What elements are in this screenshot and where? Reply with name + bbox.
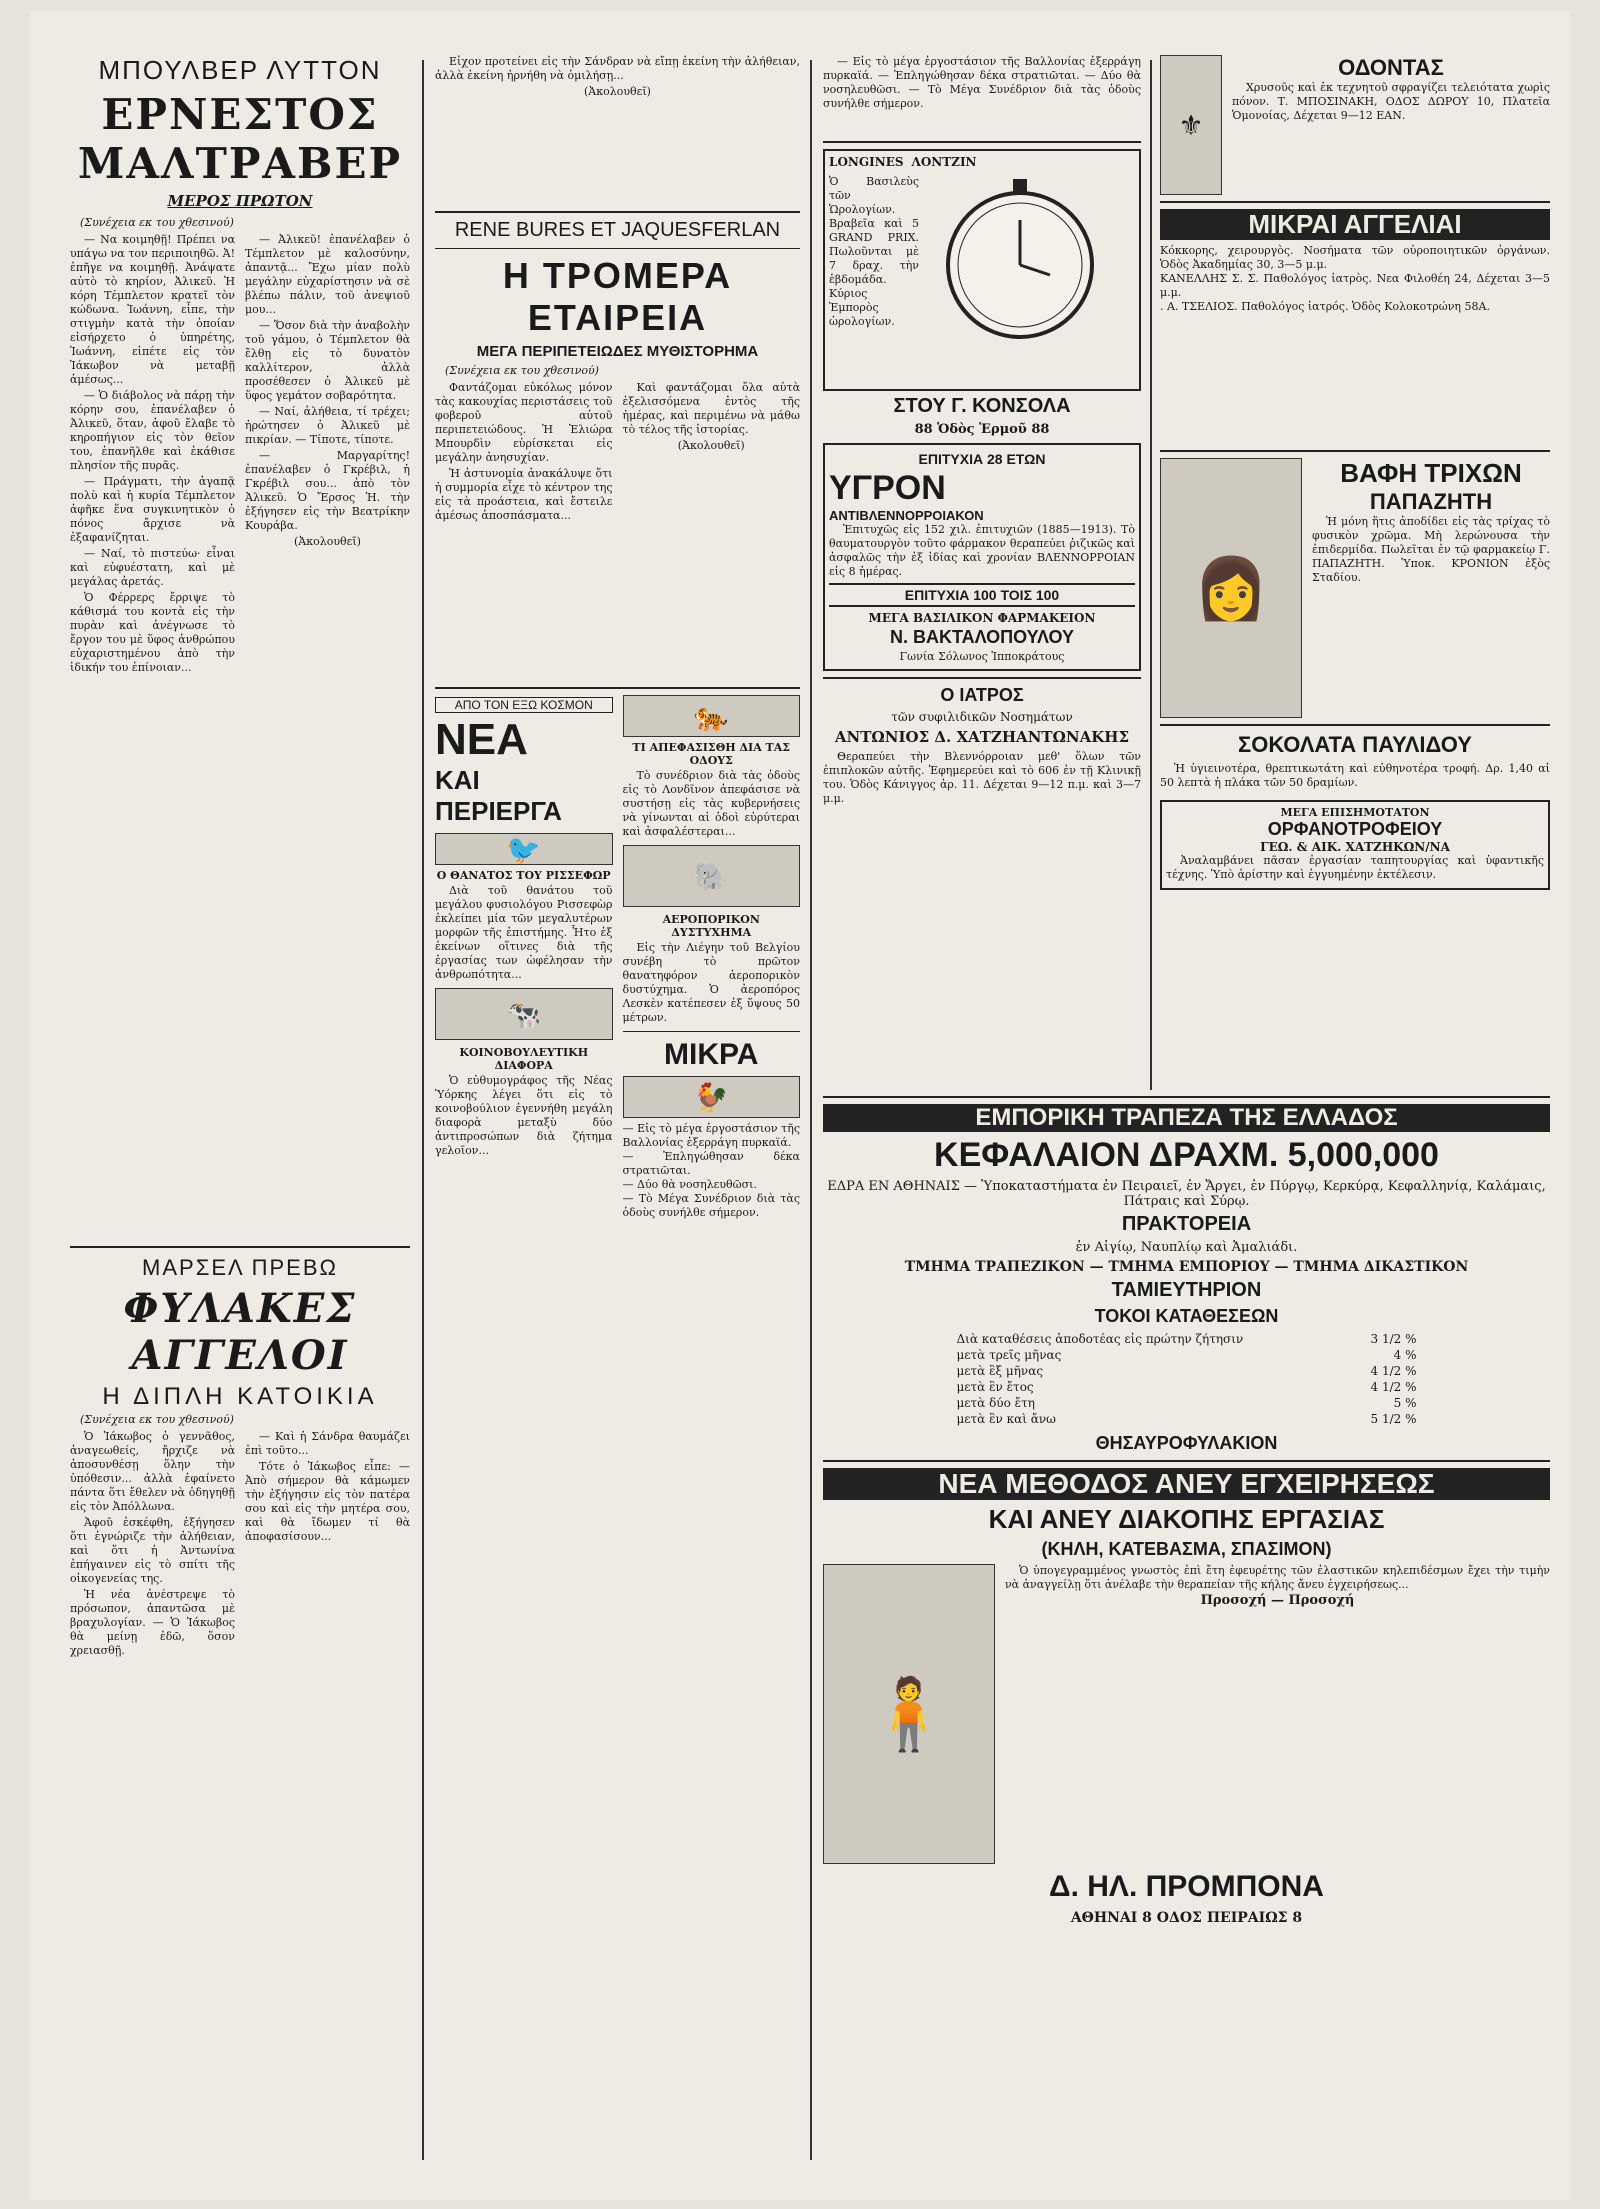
news-headline: ΑΕΡΟΠΟΡΙΚΟΝ ΔΥΣΤΥΧΗΜΑ: [662, 913, 760, 939]
watch-address: 88 Ὁδὸς Ἑρμοῦ 88: [914, 422, 1050, 437]
watch-shop: ΣΤΟΥ Γ. ΚΟΝΣΟΛΑ: [893, 395, 1071, 417]
news-text: Ὁ εὐθυμογράφος τῆς Νέας Ὑόρκης λέγει ὅτι εἰς τὸ κοινοβούλιον ἐγεννήθη μεγάλη διαφορὰ μεταξὺ δύο ἀντιπροσώπων διὰ ζήτημα γελοῖον...: [435, 1074, 613, 1157]
serial-subtitle: Η ΔΙΠΛΗ ΚΑΤΟΙΚΙΑ: [102, 1383, 378, 1410]
novel-paragraph: Ἡ ἀστυνομία ἀνακάλυψε ὅτι ἡ συμμορία εἶχε τὸ κέντρον της εἰς τὰ προάστεια, καὶ ἔστειλε ἀμέσως ἀποσπάσματα...: [435, 467, 613, 522]
serial-paragraph: — Καὶ ἡ Σάνδρα θαυμάζει ἐπὶ τοῦτο...: [245, 1430, 410, 1457]
serial-paragraph: — Μαργαρίτης! ἐπανέλαβεν ὁ Γκρέβιλ, ἡ Γκρέβιλ σου... ἀπὸ τὸν Ἀλικεῦ. Ὁ Ἔρσος Ἠ. τὴν ἐξήγησεν εἰς τὴν Βεατρίκην Κουράβα.: [245, 449, 410, 532]
interest-rate: 4 %: [1393, 1348, 1417, 1362]
section-rule: [823, 141, 1141, 143]
serial-continued: (Συνέχεια εκ του χθεσινού): [80, 216, 234, 229]
misc-text: — Εἰς τὸ μέγα ἐργοστάσιον τῆς Βαλλονίας ἐξερράγη πυρκαϊά. — Ἐπληγώθησαν δέκα στρατιῶται. — Δύο θὰ νοσηλευθῶσι. — Τὸ Μέγα Συνέδριον διὰ τὰς ὁδοὺς συνήλθε σήμερον.: [622, 1122, 800, 1219]
serial-paragraph: Ὁ Ἰάκωβος ὁ γεννᾶθος, ἀναγεωθείς, ἤρχιζε νὰ ἀποσυνθέσῃ ὅλην τὴν ὑπόθεσιν... ἀλλὰ ἐφαίνετο πάντα ὅτι ἔθελεν νὰ ὁδηγηθῇ εἰς τὸν Ἀπόλλωνα.: [70, 1430, 235, 1513]
bank-interest-title: ΤΟΚΟΙ ΚΑΤΑΘΕΣΕΩΝ: [1094, 1306, 1279, 1326]
classifieds-title: ΜΙΚΡΑΙ ΑΓΓΕΛΙΑΙ: [1160, 209, 1550, 240]
novel-text: [435, 381, 800, 681]
orphanage-title: ΜΕΓΑ ΕΠΙΣΗΜΟΤΑΤΟΝ: [1280, 806, 1430, 819]
dentist-title: ΟΔΟΝΤΑΣ: [1338, 55, 1444, 80]
interest-rate: 3 1/2 %: [1370, 1332, 1417, 1346]
interest-term: μετὰ ἓξ μῆνας: [956, 1364, 1044, 1378]
interest-rate: 4 1/2 %: [1370, 1364, 1417, 1378]
section-rule: [435, 687, 800, 689]
section-rule: [435, 211, 800, 213]
section-rule: [1160, 201, 1550, 203]
news-title-b: ΚΑΙ ΠΕΡΙΕΡΓΑ: [435, 765, 562, 826]
watch-brand: ΛΟΝΤΖΙΝ: [911, 155, 977, 169]
novel-paragraph: Καὶ φαντάζομαι ὅλα αὐτὰ ἐξελισσόμενα ἐντὸς τῆς ἡμέρας, καὶ περιμένω νὰ μάθω τὸ τέλος τῆς ἱστορίας.: [622, 381, 800, 436]
serial-paragraph: — Ναί, τὸ πιστεύω· εἶναι καὶ εὐφυέστατη, καὶ μὲ μεγάλας ἀρετάς.: [70, 547, 235, 588]
novel-title: Η ΤΡΟΜΕΡΑ ΕΤΑΙΡΕΙΑ: [502, 255, 733, 338]
serial-paragraph: Ὁ Φέρρερς ἔρριψε τὸ κάθισμά του κοντὰ εἰς τὴν πυρὰν καὶ ἀνέγνωσε τὸ ἔργον του μὲ ὕφος ἀνθρώπου εὐχαριστημένου ἀπὸ τὴν ἰδικήν του ἐπίνοιαν...: [70, 591, 235, 674]
orphanage-owner: ΓΕΩ. & ΑΙΚ. ΧΑΤΖΗΚΩΝ/ΝΑ: [1260, 840, 1450, 854]
pharmacy-address: Γωνία Σόλωνος Ἱπποκράτους: [899, 650, 1065, 663]
bank-savings: ΤΑΜΙΕΥΤΗΡΙΟΝ: [1111, 1279, 1262, 1301]
orphanage-text: Ἀναλαμβάνει πᾶσαν ἐργασίαν ταπητουργίας καὶ ὑφαντικῆς τέχνης. Ὑπὸ ἀρίστην καὶ ἐγγυημένην ἐκτέλεσιν.: [1166, 854, 1544, 881]
pharmacy-ad: [823, 443, 1141, 671]
watch-text: Ὁ Βασιλεὺς τῶν Ὡρολογίων. Βραβεῖα καὶ 5 GRAND PRIX. Πωλοῦνται μὲ 7 δραχ. τὴν ἑβδομάδα. Κύριος Ἐμπορὸς ὡρολογίων.: [829, 175, 919, 328]
serial-title: ΕΡΝΕΣΤΟΣ ΜΑΛΤΡΑΒΕΡ: [77, 90, 403, 188]
pharmacy-shop: ΜΕΓΑ ΒΑΣΙΛΙΚΟΝ ΦΑΡΜΑΚΕΙΟΝ: [868, 611, 1096, 625]
news-headline: Ο ΘΑΝΑΤΟΣ ΤΟΥ ΡΙΣΣΕΦΩΡ: [436, 869, 611, 882]
novel-next: (Ἀκολουθεῖ): [584, 85, 651, 98]
woman-portrait-icon: 👩: [1160, 458, 1302, 718]
interest-term: μετὰ δύο ἔτη: [956, 1396, 1035, 1410]
serial-text: [70, 233, 410, 1133]
lower-ads: [823, 1090, 1550, 2170]
serial-title: ΦΥΛΑΚΕΣ ΑΓΓΕΛΟΙ: [123, 1285, 357, 1379]
method-title: ΝΕΑ ΜΕΘΟΔΟΣ ΑΝΕΥ ΕΓΧΕΙΡΗΣΕΩΣ: [823, 1468, 1550, 1500]
dentist-text: Χρυσοῦς καὶ ἐκ τεχνητοῦ σφραγίζει τελειότατα χωρὶς πόνον. Τ. ΜΠΟΣΙΝΑΚΗ, ΟΔΟΣ ΔΩΡΟΥ 10, Πλατεῖα Ὁμονοίας, Δέχεται 9—12 ΕΑΝ.: [1232, 81, 1550, 122]
method-conditions: (ΚΗΛΗ, ΚΑΤΕΒΑΣΜΑ, ΣΠΑΣΙΜΟΝ): [1041, 1539, 1332, 1559]
serial-paragraph: — Πράγματι, τὴν ἀγαπᾷ πολὺ καὶ ἡ κυρία Τέμπλετον ἀφῆκε ἕνα συγκινητικὸν ὁ πόνος ἄρχισε νὰ ἐξαφανίζηται.: [70, 475, 235, 544]
pharmacy-subtitle: ΑΝΤΙΒΛΕΝΝΟΡΡΟΙΑΚΟΝ: [829, 508, 984, 523]
hair-text: Ἡ μόνη ἥτις ἀποδίδει εἰς τὰς τρίχας τὸ φυσικὸν χρῶμα. Μὴ λερώνουσα τὴν ἐπιδερμίδα. Πωλεῖται ἐν τῷ φαρμακείῳ Γ. ΠΑΠΑΖΗΤΗ. Ὑποκ. ΚΡΟΝΙΟΝ ἐξὸς Σταδίου.: [1312, 515, 1550, 584]
bank-agencies-title: ΠΡΑΚΤΟΡΕΙΑ: [1121, 1213, 1252, 1235]
misc-title: ΜΙΚΡΑ: [664, 1038, 759, 1071]
serial-author: ΜΑΡΣΕΛ ΠΡΕΒΩ: [142, 1255, 338, 1280]
serial-next: (Ἀκολουθεῖ): [294, 535, 361, 548]
bank-departments: ΤΜΗΜΑ ΤΡΑΠΕΖΙΚΟΝ — ΤΜΗΜΑ ΕΜΠΟΡΙΟΥ — ΤΜΗΜΑ ΔΙΚΑΣΤΙΚΟΝ: [904, 1259, 1469, 1275]
watch-ad: [823, 149, 1141, 391]
serial-paragraph: — Ὅσον διὰ τὴν ἀναβολὴν τοῦ γάμου, ὁ Τέμπλετον θὰ ἔλθῃ εἰς τὸ δυνατὸν καλλίτερον, ἀλλὰ προσέθεσεν ὁ Ἀλικεῦ μὲ ὕφος γεμάτον σοβαρότητα.: [245, 319, 410, 402]
interest-row: [957, 1395, 1417, 1411]
serial-paragraph: — Ὁ διάβολος νὰ πάρῃ τὴν κόρην σου, ἐπανέλαβεν ὁ Ἀλικεῦ, ὅταν, ἀφοῦ ἔλαβε τὸ κηροπήγιον εἰς τὸν θεῖον του, ἐπανῆλθε καὶ ἐκάθισε πλησίον τῆς πυρᾶς.: [70, 389, 235, 472]
serial-paragraph: — Ναί, ἀλήθεια, τί τρέχει; ἠρώτησεν ὁ Ἀλικεῦ μὲ πικρίαν. — Τίποτε, τίποτε.: [245, 405, 410, 446]
doctor-title: Ο ΙΑΤΡΟΣ: [940, 685, 1024, 705]
method-address: ΑΘΗΝΑΙ 8 ΟΔΟΣ ΠΕΙΡΑΙΩΣ 8: [1070, 1910, 1303, 1926]
method-subtitle: ΚΑΙ ΑΝΕΥ ΔΙΑΚΟΠΗΣ ΕΡΓΑΣΙΑΣ: [988, 1504, 1385, 1534]
pocket-watch-icon: [925, 175, 1115, 345]
news-headline: ΚΟΙΝΟΒΟΥΛΕΥΤΙΚΗ ΔΙΑΦΟΡΑ: [459, 1046, 589, 1072]
novel-continued: (Συνέχεια εκ του χθεσινού): [445, 364, 599, 377]
section-rule: [1160, 450, 1550, 452]
method-text: Ὁ ὑπογεγραμμένος γνωστὸς ἐπὶ ἔτη ἐφευρέτης τῶν ἐλαστικῶν κηλεπιδέσμων ἔχει τὴν τιμὴν νὰ ἀναγγείλῃ ὅτι ἀνέλαβε τὴν θεραπείαν τῆς κήλης ἄνευ ἐγχειρήσεως...: [1005, 1564, 1550, 1591]
watch-brand: LONGINES: [829, 155, 904, 169]
interest-rate: 5 1/2 %: [1370, 1412, 1417, 1426]
serial-paragraph: Ἡ νέα ἀνέστρεψε τὸ πρόσωπον, ἀπαντῶσα μὲ βραχυλογίαν. — Ὁ Ἰάκωβος θὰ μείνῃ ἐδῶ, ὅσον χρειασθῇ.: [70, 1588, 235, 1657]
interest-rate: 4 1/2 %: [1370, 1380, 1417, 1394]
pharmacy-banner: ΕΠΙΤΥΧΙΑ 28 ΕΤΩΝ: [918, 451, 1046, 467]
section-rule: [823, 1096, 1550, 1098]
news-headline: ΤΙ ΑΠΕΦΑΣΙΣΘΗ ΔΙΑ ΤΑΣ ΟΔΟΥΣ: [632, 741, 791, 767]
serial-author: ΜΠΟΥΛΒΕΡ ΛΥΤΤΟΝ: [98, 55, 382, 85]
serial-paragraph: Τότε ὁ Ἰάκωβος εἶπε: — Ἀπὸ σήμερον θὰ κάμωμεν τὴν ἐξήγησιν εἰς τὸν πατέρα σου καὶ εἰς τὴν μητέρα σου, καὶ θὰ ἴδωμεν τί θὰ ἀποφασίσουν...: [245, 1460, 410, 1543]
section-rule: [623, 1031, 801, 1032]
pharmacy-text: Ἐπιτυχῶς εἰς 152 χιλ. ἐπιτυχιῶν (1885—1913). Τὸ θαυματουργὸν τοῦτο φάρμακον θεραπεύει ῥιζικῶς καὶ ἀσφαλῶς τὴν ἐξ ἰδίας καὶ χρονίαν ΒΛΕΝΝΟΡΡΟΙΑΝ εἰς 8 ἡμέρας.: [829, 523, 1135, 578]
newspaper-page: [30, 10, 1570, 2200]
news-column: [435, 55, 800, 2170]
chocolate-text: Ἡ ὑγιεινοτέρα, θρεπτικωτάτη καὶ εὐθηνοτέρα τροφή. Δρ. 1,40 αἱ 50 λεπτὰ ἡ πλάκα τῶν 50 δραμίων.: [1160, 762, 1550, 789]
interest-term: μετὰ τρεῖς μῆνας: [956, 1348, 1062, 1362]
section-rule: [435, 248, 800, 249]
interest-row: [957, 1331, 1417, 1347]
interest-row: [957, 1411, 1417, 1427]
interest-row: [957, 1347, 1417, 1363]
novel-subtitle: ΜΕΓΑ ΠΕΡΙΠΕΤΕΙΩΔΕΣ ΜΥΘΙΣΤΟΡΗΜΑ: [476, 343, 759, 360]
orphanage-ad: [1160, 800, 1550, 890]
tiger-icon: 🐅: [623, 695, 801, 737]
novel-next: (Ἀκολουθεῖ): [677, 439, 745, 452]
chocolate-title: ΣΟΚΟΛΑΤΑ ΠΑΥΛΙΔΟΥ: [1238, 732, 1472, 757]
bank-title: ΕΜΠΟΡΙΚΗ ΤΡΑΠΕΖΑ ΤΗΣ ΕΛΛΑΔΟΣ: [823, 1104, 1550, 1132]
method-notice: Προσοχή — Προσοχή: [1200, 1593, 1355, 1608]
bank-agencies: ἐν Αἰγίῳ, Ναυπλίῳ καὶ Ἀμαλιάδι.: [1075, 1240, 1298, 1255]
section-rule: [1160, 724, 1550, 726]
section-rule: [70, 1246, 410, 1248]
doctor-name: ΑΝΤΩΝΙΟΣ Δ. ΧΑΤΖΗΑΝΤΩΝΑΚΗΣ: [834, 728, 1130, 746]
cattle-icon: 🐄: [435, 988, 613, 1040]
serial-text: [70, 1430, 410, 1660]
doctor-text: Θεραπεύει τὴν Βλεννόρροιαν μεθ' ὅλων τῶν ἐπιπλοκῶν αὐτῆς. Ἐφημερεύει καὶ τὸ 606 ἐν τῇ Κλινικῇ του. Ὁδὸς Κάνιγγος ἀρ. 11. Δέχεται 9—12 π.μ. καὶ 3—7 μ.μ.: [823, 750, 1141, 805]
news-text: Τὸ συνέδριον διὰ τὰς ὁδοὺς εἰς τὸ Λονδῖνον ἀπεφάσισε νὰ συστήσῃ εἰς τὰς κυβερνήσεις νὰ γίνωνται αἱ ὁδοὶ εὐρύτεραι καὶ ἀσφαλέστεραι...: [622, 769, 800, 838]
interest-rate: 5 %: [1393, 1396, 1417, 1410]
novel-paragraph: Εἶχον προτείνει εἰς τὴν Σάνδραν νὰ εἴπῃ ἐκείνη τὴν ἀλήθειαν, ἀλλὰ ἐκείνη ἠρνήθη νὰ ὁμιλήσῃ...: [435, 55, 800, 82]
news-text: — Εἰς τὸ μέγα ἐργοστάσιον τῆς Βαλλονίας ἐξερράγη πυρκαϊά. — Ἐπληγώθησαν δέκα στρατιῶται. — Δύο θὰ νοσηλευθῶσι. — Τὸ Μέγα Συνέδριον διὰ τὰς ὁδοὺς συνήλθε σήμερον.: [823, 55, 1141, 110]
column-rule: [810, 60, 812, 2160]
doctor-subtitle: τῶν συφιλιδικῶν Νοσημάτων: [891, 710, 1073, 724]
serial-part: ΜΕΡΟΣ ΠΡΩΤΟΝ: [167, 192, 313, 210]
column-rule: [422, 60, 424, 2160]
serial-paragraph: — Να κοιμηθῇ! Πρέπει να υπάγω να τον περιποιηθῶ. Ἀ! ἐπῆγε να κοιμηθῇ. Ἀνάψατε αὐτὸ τὸ κηρίον, Ἀλικεῦ. Ἡ κόρη Τέμπλετον κρατεῖ τὸν κώδωνα. Ἰωάννη, εἶπε, τὴν στιγμὴν κατὰ τὴν ὁποίαν εἰσήρχετο ὁ ὑπηρέτης, Ἰωάννη, εἰπέτε εἰς τὸν Ἰάκωβον νὰ μεταβῇ ἀμέσως...: [70, 233, 235, 386]
interest-term: μετὰ ἓν καὶ ἄνω: [956, 1412, 1056, 1426]
bank-capital: ΚΕΦΑΛΑΙΟΝ ΔΡΑΧΜ. 5,000,000: [934, 1136, 1439, 1174]
method-owner: Δ. ΗΛ. ΠΡΟΜΠΟΝΑ: [1049, 1870, 1324, 1903]
novel-authors: RENE BURES ET JAQUESFERLAN: [454, 219, 781, 241]
interest-term: μετὰ ἓν ἔτος: [956, 1380, 1034, 1394]
elephant-icon: 🐘: [623, 845, 801, 907]
serial-paragraph: Ἀφοῦ ἐσκέφθη, ἐξήγησεν ὅτι ἐγνώριζε τὴν ἀλήθειαν, καὶ ὅτι ἡ Ἀντωνίνα ἐπήγαινεν εἰς τὸ σπίτι τῆς οἰκογενείας της.: [70, 1516, 235, 1585]
figure-illustration-icon: 🧍: [823, 1564, 995, 1864]
crest-icon: ⚜: [1160, 55, 1222, 195]
serial-continued: (Συνέχεια εκ του χθεσινού): [80, 1413, 234, 1426]
pharmacy-title: ΥΓΡΟΝ: [829, 469, 946, 507]
interest-row: [957, 1379, 1417, 1395]
section-rule: [823, 677, 1141, 679]
news-text: Εἰς τὴν Λιέγην τοῦ Βελγίου συνέβη τὸ πρῶτον θανατηφόρον ἀεροπορικὸν δυστύχημα. Ὁ ἀεροπόρος Λεσκὲν κατέπεσεν ἐξ ὕψους 50 μέτρων.: [622, 941, 800, 1024]
serial-paragraph: — Ἀλικεῦ! ἐπανέλαβεν ὁ Τέμπλετον μὲ καλοσύνην, ἀπαντᾷ... Ἔχω μίαν πολὺ μεγάλην εὐχαρίστησιν νὰ σὲ βλέπω πάλιν, τοῦ ἀνεψιοῦ μου...: [245, 233, 410, 316]
bird-icon: 🐦: [435, 833, 613, 865]
novel-paragraph: Φαντάζομαι εὐκόλως μόνον τὰς κακουχίας περιστάσεις τοῦ φοβεροῦ αὐτοῦ περιπετειώδους. Ἡ Ἐλιώρα Μπουρδὶν εὑρίσκεται εἰς μεγάλην ἀνησυχίαν.: [435, 381, 613, 464]
bank-seat: ΕΔΡΑ ΕΝ ΑΘΗΝΑΙΣ — Ὑποκαταστήματα ἐν Πειραιεῖ, ἐν Ἄργει, ἐν Πύργῳ, Κερκύρᾳ, Κεφαλληνίᾳ, Καλάμαις, Πάτραις καὶ Σύρῳ.: [827, 1179, 1546, 1209]
interest-row: [957, 1363, 1417, 1379]
news-section: ΑΠΟ ΤΟΝ ΕΞΩ ΚΟΣΜΟΝ: [435, 697, 613, 713]
hair-name: ΠΑΠΑΖΗΤΗ: [1369, 489, 1493, 514]
news-title-a: ΝΕΑ: [435, 715, 528, 764]
pharmacy-guarantee: ΕΠΙΤΥΧΙΑ 100 ΤΟΙΣ 100: [829, 583, 1135, 607]
interest-term: Διὰ καταθέσεις ἀποδοτέας εἰς πρώτην ζήτησιν: [956, 1332, 1244, 1346]
serial-column: [70, 55, 410, 2170]
hair-title: ΒΑΦΗ ΤΡΙΧΩΝ: [1340, 458, 1522, 488]
orphanage-name: ΟΡΦΑΝΟΤΡΟΦΕΙΟΥ: [1267, 819, 1443, 839]
news-text: Διὰ τοῦ θανάτου τοῦ μεγάλου φυσιολόγου Ρισσεφὼρ ἐκλείπει μία τῶν μεγαλυτέρων μορφῶν τῆς ἐπιστήμης. Ἦτο ἐξ ἐκείνων οἵτινες διὰ τῆς ἐργασίας των ὠφέλησαν τὴν ἀνθρωπότητα...: [435, 884, 613, 981]
rooster-icon: 🐓: [623, 1076, 801, 1118]
pharmacy-owner: Ν. ΒΑΚΤΑΛΟΠΟΥΛΟΥ: [889, 627, 1075, 647]
classifieds-text: Κόκκορης, χειρουργὸς. Νοσήματα τῶν οὐροποιητικῶν ὀργάνων. Ὁδὸς Ἀκαδημίας 30, 3—5 μ.μ. ΚΑΝΕΛΛΗΣ Σ. Σ. Παθολόγος ἰατρὸς. Νεα Φιλοθέη 24, Δέχεται 3—5 μ.μ. . Α. ΤΣΕΛΙΟΣ. Παθολόγος ἰατρός. Ὁδὸς Κολοκοτρώνη 58Α.: [1160, 244, 1550, 313]
section-rule: [823, 1460, 1550, 1462]
bank-vault: ΘΗΣΑΥΡΟΦΥΛΑΚΙΟΝ: [1095, 1433, 1278, 1453]
interest-table: [957, 1331, 1417, 1427]
novel-intro: [435, 55, 800, 205]
